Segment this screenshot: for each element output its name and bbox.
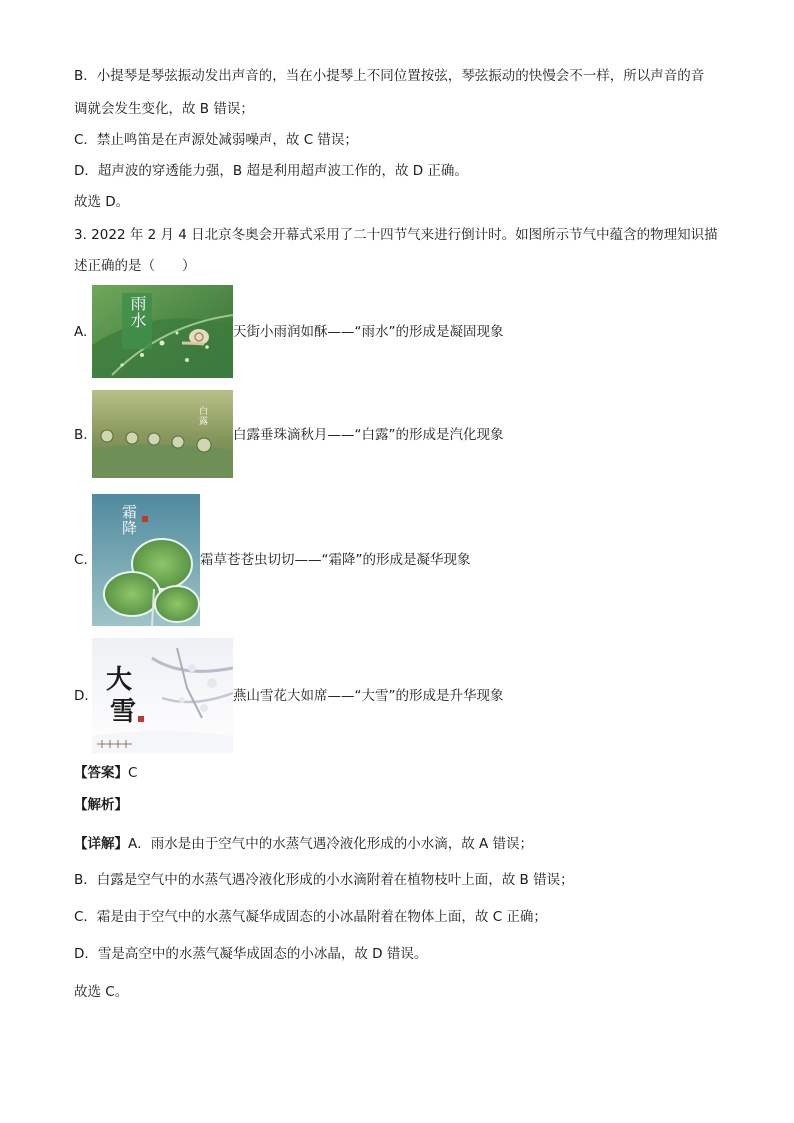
option-letter: B. bbox=[74, 427, 88, 443]
detail-line-a bbox=[74, 834, 533, 854]
svg-text:雪: 雪 bbox=[110, 697, 137, 727]
option-b[interactable] bbox=[74, 390, 754, 486]
text-line: D．超声波的穿透能力强，B 超是利用超声波工作的，故 D 正确。 bbox=[74, 163, 468, 179]
text-line: 故选 D。 bbox=[74, 194, 130, 210]
detail-line-d: D．雪是高空中的水蒸气凝华成固态的小冰晶，故 D 错误。 bbox=[74, 946, 428, 962]
option-a-text: 天街小雨润如酥——“雨水”的形成是凝固现象 bbox=[233, 324, 504, 340]
snow-branch-illustration bbox=[92, 638, 233, 753]
dewdrops-illustration bbox=[92, 390, 233, 478]
detail-a-text: A．雨水是由于空气中的水蒸气遇冷液化形成的小水滴，故 A 错误； bbox=[128, 836, 534, 852]
option-a-image bbox=[92, 285, 233, 378]
option-c-text: 霜草苍苍虫切切——“霜降”的形成是凝华现象 bbox=[200, 552, 471, 568]
option-b-image bbox=[92, 390, 233, 478]
option-c-image bbox=[92, 494, 200, 626]
leaf-snail-illustration bbox=[92, 285, 233, 378]
svg-text:大: 大 bbox=[106, 665, 133, 695]
option-letter: C. bbox=[74, 552, 88, 568]
option-b-text: 白露垂珠滴秋月——“白露”的形成是汽化现象 bbox=[233, 427, 504, 443]
final-answer: 故选 C。 bbox=[74, 984, 129, 1000]
option-letter: D. bbox=[74, 688, 89, 704]
answer-value: C bbox=[128, 765, 138, 781]
analysis-label: 【解析】 bbox=[74, 797, 128, 813]
option-a[interactable] bbox=[74, 285, 754, 381]
frost-leaf-illustration bbox=[92, 494, 200, 626]
option-c-image-title: 霜降 bbox=[120, 504, 138, 536]
question-stem-cont: 述正确的是（ ） bbox=[74, 258, 196, 274]
answer-label: 【答案】 bbox=[74, 765, 128, 781]
detail-line-c: C．霜是由于空气中的水蒸气凝华成固态的小冰晶附着在物体上面，故 C 正确； bbox=[74, 909, 547, 925]
option-a-image-title: 雨水 bbox=[128, 295, 147, 329]
option-d-text: 燕山雪花大如席——“大雪”的形成是升华现象 bbox=[233, 688, 504, 704]
option-letter: A. bbox=[74, 324, 88, 340]
text-line: 调就会发生变化，故 B 错误； bbox=[74, 101, 254, 117]
detail-label: 【详解】 bbox=[74, 836, 128, 852]
option-d[interactable] bbox=[74, 638, 754, 734]
detail-line-b: B．白露是空气中的水蒸气遇冷液化形成的小水滴附着在植物枝叶上面，故 B 错误； bbox=[74, 872, 574, 888]
option-b-image-title: 白露 bbox=[197, 406, 207, 426]
question-stem: 3. 2022 年 2 月 4 日北京冬奥会开幕式采用了二十四节气来进行倒计时。如图所示节气中蕴含的物理知识描 bbox=[74, 227, 718, 243]
text-line: B．小提琴是琴弦振动发出声音的，当在小提琴上不同位置按弦，琴弦振动的快慢会不一样，所以声音的音 bbox=[74, 68, 705, 84]
answer-line bbox=[74, 763, 137, 783]
text-line: C．禁止鸣笛是在声源处减弱噪声，故 C 错误； bbox=[74, 132, 358, 148]
option-c[interactable] bbox=[74, 494, 754, 590]
option-d-image bbox=[92, 638, 233, 753]
